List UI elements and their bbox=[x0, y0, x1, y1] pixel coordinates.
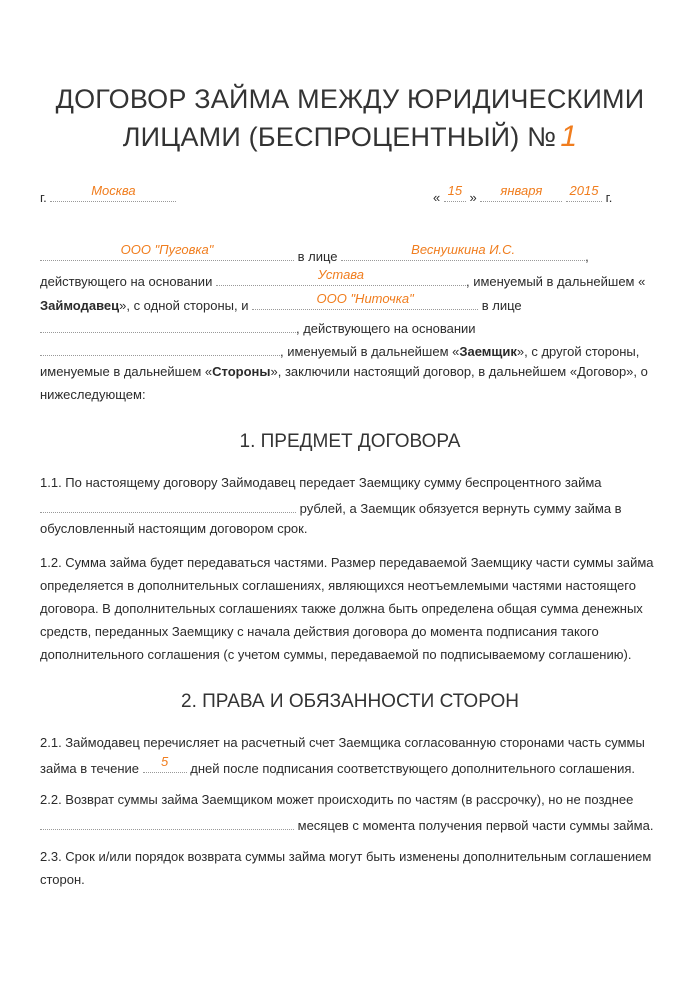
year-suffix: г. bbox=[605, 190, 613, 205]
city-field[interactable] bbox=[50, 183, 176, 202]
contract-number[interactable]: 1 bbox=[560, 120, 578, 153]
city-line bbox=[40, 183, 176, 206]
p12-line-1: 1.2. Сумма займа будет передаваться частями. Размер передаваемой Заемщику части суммы займа bbox=[40, 555, 654, 570]
title-line-1: ДОГОВОР ЗАЙМА МЕЖДУ ЮРИДИЧЕСКИМИ bbox=[55, 84, 645, 114]
borrower-name-value: ООО "Ниточка" bbox=[316, 291, 414, 306]
month-value: января bbox=[500, 183, 543, 198]
day-field[interactable] bbox=[444, 183, 466, 202]
p21-line-1: 2.1. Займодавец перечисляет на расчетный счет Заемщика согласованную сторонами часть суммы bbox=[40, 735, 645, 750]
p11-line-1: 1.1. По настоящему договору Займодавец передает Заемщику сумму беспроцентного займа bbox=[40, 475, 602, 490]
lender-role: Займодавец bbox=[40, 298, 120, 313]
p23-line-2: сторон. bbox=[40, 872, 85, 887]
section-2-title: 2. ПРАВА И ОБЯЗАННОСТИ СТОРОН bbox=[181, 691, 519, 712]
return-months-field[interactable] bbox=[40, 815, 294, 830]
p22-line-2-text: месяцев с момента получения первой части суммы займа. bbox=[297, 818, 654, 833]
hereinafter-label-2: , именуемый в дальнейшем « bbox=[280, 344, 460, 359]
lender-rep-value: Веснушкина И.С. bbox=[411, 242, 516, 257]
p11-line-3: обусловленный настоящим договором срок. bbox=[40, 521, 308, 536]
document-title bbox=[40, 80, 660, 156]
parties-word: Стороны bbox=[212, 364, 271, 379]
p22-line-2 bbox=[40, 815, 653, 834]
lender-basis-line bbox=[40, 267, 646, 290]
p21-line-2-post: дней после подписания соответствующего дополнительного соглашения. bbox=[190, 761, 635, 776]
p12-line-2: определяется в дополнительных соглашениях, являющихся неотъемлемыми частями настоящего bbox=[40, 578, 636, 593]
year-field[interactable] bbox=[566, 183, 602, 202]
hereinafter-label: , именуемый в дальнейшем « bbox=[465, 274, 646, 289]
parties-pre: именуемые в дальнейшем « bbox=[40, 364, 213, 379]
lender-name-value: ООО "Пуговка" bbox=[120, 242, 214, 257]
lender-rep-field[interactable] bbox=[341, 242, 585, 261]
p22-line-1: 2.2. Возврат суммы займа Заемщиком может происходить по частям (в рассрочку), но не позднее bbox=[40, 792, 634, 807]
day-value: 15 bbox=[447, 183, 463, 198]
in-person-label-2: в лице bbox=[481, 298, 522, 313]
other-side-label: », с другой стороны, bbox=[516, 344, 640, 359]
loan-amount-field[interactable] bbox=[40, 498, 296, 513]
borrower-line bbox=[40, 291, 522, 314]
transfer-days-value: 5 bbox=[161, 754, 169, 769]
p12-line-4: средств, переданных Заемщику с начала действия договора до момента подписания такого bbox=[40, 624, 599, 639]
city-value: Москва bbox=[91, 183, 136, 198]
lender-basis-field[interactable] bbox=[216, 267, 466, 286]
lender-line bbox=[40, 242, 589, 265]
following-line: нижеследующем: bbox=[40, 387, 146, 402]
city-prefix: г. bbox=[40, 190, 47, 205]
month-field[interactable] bbox=[480, 183, 562, 202]
lender-basis-value: Устава bbox=[317, 267, 365, 282]
p23-line-1: 2.3. Срок и/или порядок возврата суммы займа могут быть изменены дополнительным соглашением bbox=[40, 849, 652, 864]
section-1-title: 1. ПРЕДМЕТ ДОГОВОРА bbox=[239, 431, 461, 452]
p12-line-5: дополнительного соглашения (с учетом суммы, передаваемой по подписываемому соглашению). bbox=[40, 647, 632, 662]
one-side-label: », с одной стороны, и bbox=[119, 298, 249, 313]
acting-basis-label-2: , действующего на основании bbox=[296, 321, 476, 336]
quote-close: » bbox=[469, 190, 477, 205]
comma: , bbox=[585, 249, 589, 264]
borrower-rep-line bbox=[40, 318, 476, 337]
acting-basis-label: действующего на основании bbox=[40, 274, 213, 289]
year-value: 2015 bbox=[569, 183, 599, 198]
borrower-basis-field[interactable] bbox=[40, 341, 280, 356]
borrower-name-field[interactable] bbox=[252, 291, 478, 310]
lender-name-field[interactable] bbox=[40, 242, 294, 261]
parties-line bbox=[40, 364, 648, 380]
p21-line-2 bbox=[40, 754, 635, 777]
parties-post: », заключили настоящий договор, в дальнейшем «Договор», о bbox=[270, 364, 648, 379]
in-person-label: в лице bbox=[297, 249, 338, 264]
p21-line-2-pre: займа в течение bbox=[40, 761, 140, 776]
p11-line-2-text: рублей, а Заемщик обязуется вернуть сумму займа в bbox=[299, 501, 622, 516]
transfer-days-field[interactable] bbox=[143, 754, 187, 773]
p12-line-3: договора. В дополнительных соглашениях также должна быть определена общая сумма денежных bbox=[40, 601, 643, 616]
quote-open: « bbox=[433, 190, 441, 205]
borrower-rep-field[interactable] bbox=[40, 318, 296, 333]
borrower-role: Заемщик bbox=[459, 344, 517, 359]
p11-line-2 bbox=[40, 498, 622, 517]
title-line-2: ЛИЦАМИ (БЕСПРОЦЕНТНЫЙ) № bbox=[122, 122, 557, 152]
borrower-basis-line bbox=[40, 341, 639, 360]
date-line bbox=[433, 183, 613, 206]
